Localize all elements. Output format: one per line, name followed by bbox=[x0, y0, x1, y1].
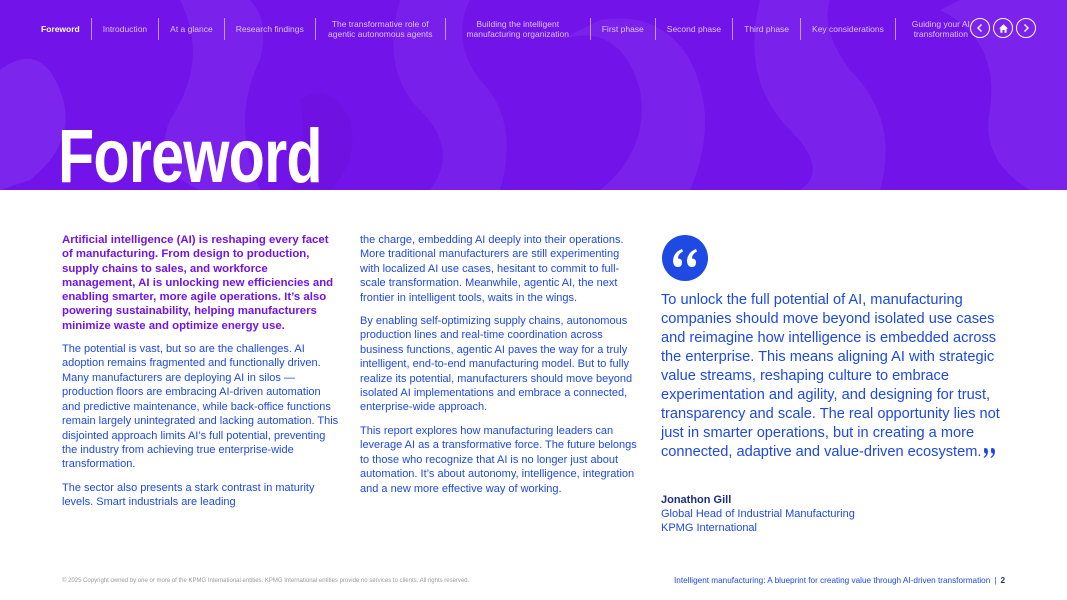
nav-item-first-phase[interactable]: First phase bbox=[591, 18, 656, 40]
next-page-button[interactable] bbox=[1016, 18, 1036, 38]
nav-item-at-a-glance[interactable]: At a glance bbox=[159, 18, 225, 40]
footer-separator: | bbox=[994, 576, 997, 585]
body-paragraph: This report explores how manufacturing leaders can leverage AI as a transformative force. The future belongs to those who recognize that AI is no longer just about automation. It’s about autonomy, intelligence, integration and a new more effective way of working. bbox=[360, 424, 637, 495]
header-banner bbox=[0, 0, 1067, 190]
lead-paragraph: Artificial intelligence (AI) is reshaping every facet of manufacturing. From design to production, supply chains to sales, and workforce management, AI is unlocking new efficiencies and enabling smarter, more agile operations. It’s also powering sustainability, helping manufacturers minimize waste and optimize energy use. bbox=[62, 234, 334, 332]
body-paragraph: By enabling self-optimizing supply chains, autonomous production lines and real-time coordination across business functions, agentic AI paves the way for a truly intelligent, end-to-end manufacturing model. But to fully realize its potential, manufacturers should move beyond isolated AI implementations and embrace a connected, enterprise-wide approach. bbox=[360, 315, 633, 414]
author-role: Global Head of Industrial Manufacturing bbox=[661, 508, 855, 520]
nav-item-introduction[interactable]: Introduction bbox=[92, 18, 159, 40]
column-left bbox=[62, 233, 342, 519]
footer-document-info bbox=[674, 576, 1005, 585]
chevron-left-icon bbox=[975, 23, 985, 33]
home-icon bbox=[998, 23, 1009, 34]
body-paragraph: The potential is vast, but so are the challenges. AI adoption remains fragmented and functionally driven. Many manufacturers are deploying AI in silos — production floors are embracing AI-driven automation and predictive maintenance, while back-office functions remain largely unintegrated and lacking automation. This disjointed approach limits AI’s full potential, preventing the industry from achieving true enterprise-wide transformation. bbox=[62, 343, 339, 471]
quote-attribution bbox=[661, 493, 855, 535]
nav-item-key-considerations[interactable]: Key considerations bbox=[801, 18, 896, 40]
nav-item-research-findings[interactable]: Research findings bbox=[225, 18, 316, 40]
pull-quote bbox=[661, 291, 1011, 465]
author-name: Jonathon Gill bbox=[661, 494, 732, 506]
previous-page-button[interactable] bbox=[970, 18, 990, 38]
nav-item-second-phase[interactable]: Second phase bbox=[656, 18, 733, 40]
nav-item-agentic-agents[interactable]: The transformative role of agentic autonomous agents bbox=[316, 18, 446, 40]
nav-item-ai-transformation[interactable]: Guiding your AI transformation bbox=[911, 19, 970, 39]
page-navigation-buttons bbox=[970, 18, 1036, 38]
column-middle bbox=[360, 233, 640, 505]
top-navigation bbox=[30, 14, 986, 44]
quote-close-icon bbox=[983, 446, 996, 465]
nav-item-foreword[interactable]: Foreword bbox=[30, 18, 92, 40]
page-title: Foreword bbox=[58, 114, 322, 190]
body-paragraph: The sector also presents a stark contrast in maturity levels. Smart industrials are leading bbox=[62, 481, 315, 509]
footer-copyright: © 2025 Copyright owned by one or more of the KPMG International entities. KPMG International entities provide no services to clients. All rights reserved. bbox=[62, 578, 470, 584]
footer-document-title: Intelligent manufacturing: A blueprint for creating value through AI-driven transformation bbox=[673, 576, 991, 585]
nav-item-third-phase[interactable]: Third phase bbox=[733, 18, 801, 40]
page-number: 2 bbox=[1000, 576, 1005, 585]
chevron-right-icon bbox=[1021, 23, 1031, 33]
nav-item-intelligent-organization[interactable]: Building the intelligent manufacturing organization bbox=[446, 18, 591, 40]
body-paragraph: the charge, embedding AI deeply into their operations. More traditional manufacturers are still experimenting with localized AI use cases, hesitant to commit to full-scale transformation. Meanwhile, agentic AI, the next frontier in intelligent tools, waits in the wings. bbox=[360, 234, 624, 304]
home-button[interactable] bbox=[993, 18, 1013, 38]
quote-body: To unlock the full potential of AI, manufacturing companies should move beyond isolated use cases and reimagine how intelligence is embedded across the enterprise. This means aligning AI with strategic value streams, reshaping culture to embrace experimentation and agility, and designing for trust, transparency and scale. The real opportunity lies not just in smarter operations, but in creating a more connected, adaptive and value-driven ecosystem. bbox=[661, 292, 1000, 460]
author-organization: KPMG International bbox=[661, 522, 757, 534]
quote-open-icon bbox=[662, 235, 708, 281]
